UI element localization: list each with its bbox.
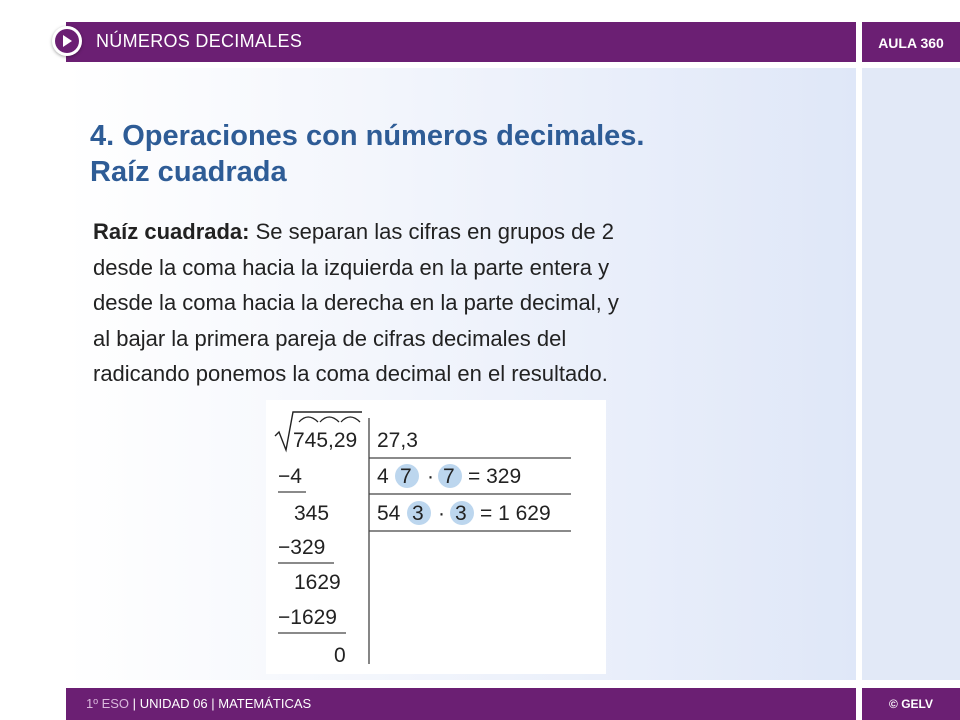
footer-breadcrumb xyxy=(86,696,311,711)
header-title: NÚMEROS DECIMALES xyxy=(96,31,303,51)
row-2-digit2: 3 xyxy=(455,502,467,525)
group-arc-3 xyxy=(341,417,360,422)
footer-copyright: © GELV xyxy=(889,697,933,711)
footer-subject: MATEMÁTICAS xyxy=(218,696,312,711)
row-2-digit: 3 xyxy=(412,502,424,525)
footer-separator-2: | xyxy=(211,696,215,711)
footer-unit: UNIDAD 06 xyxy=(139,696,208,711)
row-1-digit2: 7 xyxy=(443,465,455,488)
term-label: Raíz cuadrada: xyxy=(93,219,250,244)
step-remainder-1: 345 xyxy=(294,502,330,525)
row-1-op: · xyxy=(427,465,434,488)
result-value: 27,3 xyxy=(377,429,418,452)
step-remainder-2: 1629 xyxy=(294,571,341,594)
step-subtract-3: −1629 xyxy=(278,606,337,629)
row-1-prefix: 4 xyxy=(377,465,389,488)
row-1-equals: = 329 xyxy=(468,465,522,488)
definition-paragraph xyxy=(93,214,813,392)
row-1-digit: 7 xyxy=(400,465,412,488)
paragraph-line-1 xyxy=(93,214,813,250)
step-subtract-2: −329 xyxy=(278,536,326,559)
square-root-diagram xyxy=(266,400,606,674)
play-icon[interactable] xyxy=(52,26,82,56)
radicand: 745,29 xyxy=(293,429,358,452)
footer-grade: 1º ESO xyxy=(86,696,130,711)
paragraph-line-4: al bajar la primera pareja de cifras decimales del xyxy=(93,325,567,351)
paragraph-line-1-rest: Se separan las cifras en grupos de 2 xyxy=(249,219,614,244)
row-2-op: · xyxy=(438,502,445,525)
square-root-figure xyxy=(266,400,606,674)
row-2-prefix: 54 xyxy=(377,502,401,525)
row-2-equals: = 1 629 xyxy=(480,502,551,525)
step-subtract-1: −4 xyxy=(278,465,302,488)
slide-title-line-2: Raíz cuadrada xyxy=(90,156,287,188)
paragraph-line-5: radicando ponemos la coma decimal en el resultado. xyxy=(93,361,608,386)
group-arc-2 xyxy=(320,417,339,422)
step-final-remainder: 0 xyxy=(334,644,346,667)
slide-title xyxy=(90,118,830,190)
aula-360-badge: AULA 360 xyxy=(878,35,944,51)
play-triangle-icon xyxy=(60,34,74,48)
group-arc-1 xyxy=(299,417,318,422)
footer-separator-1: | xyxy=(132,696,137,711)
paragraph-line-2: desde la coma hacia la izquierda en la parte entera y xyxy=(93,254,610,280)
slide-title-line-1: 4. Operaciones con números decimales. xyxy=(90,120,645,152)
side-panel xyxy=(862,68,960,680)
paragraph-line-3: desde la coma hacia la derecha en la parte decimal, y xyxy=(93,290,619,315)
